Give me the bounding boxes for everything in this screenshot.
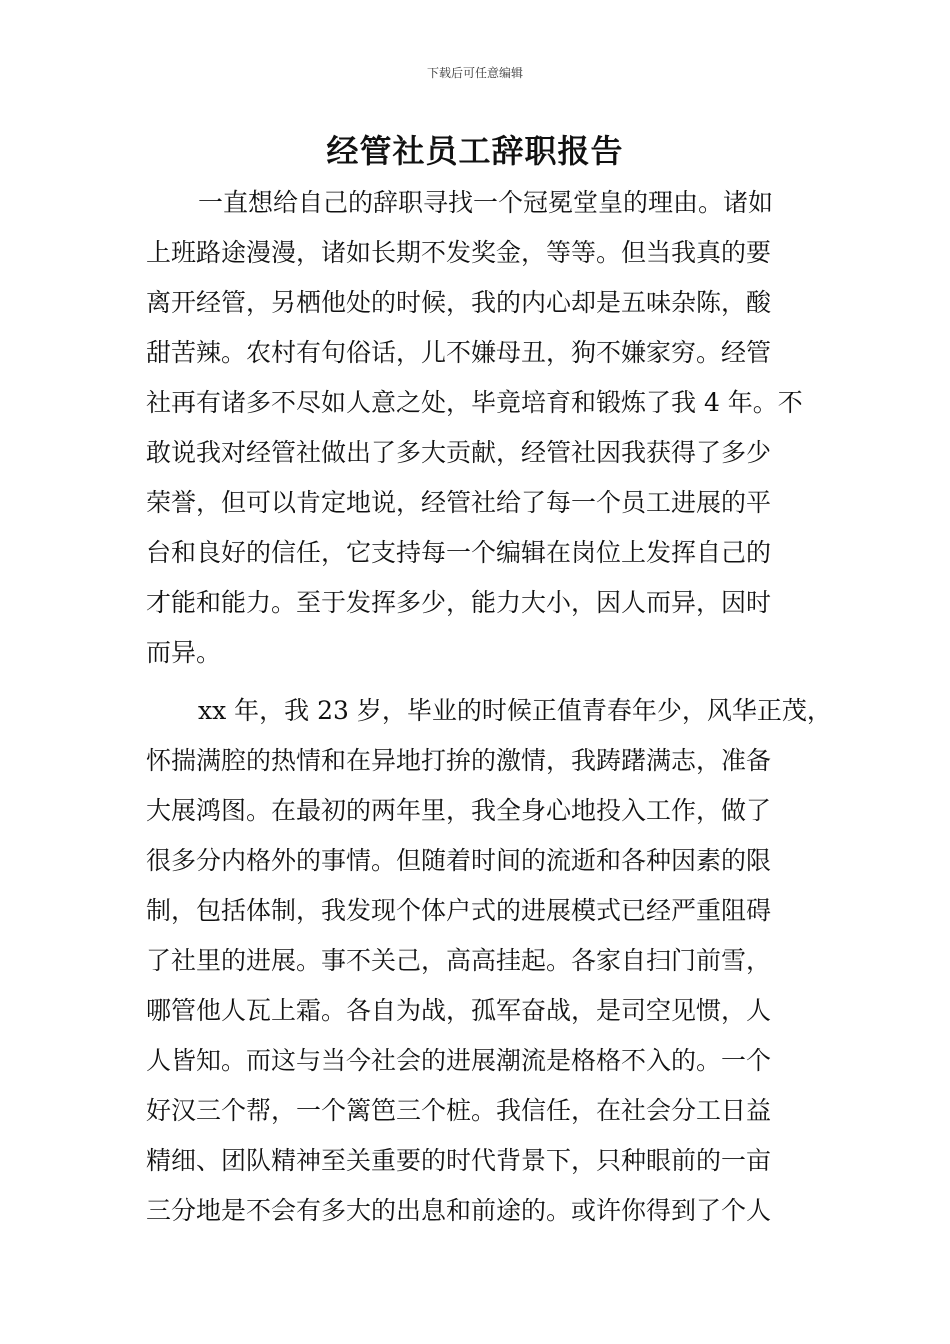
text-line: 敢说我对经管社做出了多大贡献，经管社因我获得了多少: [146, 438, 772, 467]
text-line: 荣誉，但可以肯定地说，经管社给了每一个员工进展的平: [146, 488, 772, 517]
text-line: xx 年，我 23 岁，毕业的时候正值青春年少，风华正茂，: [198, 696, 832, 725]
text-line: 精细、团队精神至关重要的时代背景下，只种眼前的一亩: [146, 1146, 772, 1175]
text-line: 好汉三个帮，一个篱笆三个桩。我信任，在社会分工日益: [146, 1096, 772, 1125]
header-note: 下载后可任意编辑: [426, 66, 523, 80]
text-line: 社再有诸多不尽如人意之处，毕竟培育和锻炼了我 4 年。不: [146, 388, 803, 417]
document-title: 经管社员工辞职报告: [326, 132, 624, 170]
text-line: 了社里的进展。事不关己，高高挂起。各家自扫门前雪，: [146, 946, 772, 975]
text-line: 甜苦辣。农村有句俗话，儿不嫌母丑，狗不嫌家穷。经管: [146, 338, 772, 367]
text-line: 而异。: [146, 638, 222, 667]
text-line: 三分地是不会有多大的出息和前途的。或许你得到了个人: [146, 1196, 772, 1225]
document-body: [146, 178, 832, 1236]
text-line: 上班路途漫漫，诸如长期不发奖金，等等。但当我真的要: [146, 238, 772, 267]
text-line: 怀揣满腔的热情和在异地打拚的激情，我踌躇满志，准备: [146, 746, 772, 775]
text-line: 台和良好的信任，它支持每一个编辑在岗位上发挥自己的: [146, 538, 772, 567]
text-line: 哪管他人瓦上霜。各自为战，孤军奋战，是司空见惯，人: [146, 996, 772, 1025]
text-line: 才能和能力。至于发挥多少，能力大小，因人而异，因时: [146, 588, 772, 617]
text-line: 很多分内格外的事情。但随着时间的流逝和各种因素的限: [146, 846, 772, 875]
paragraph-1: [146, 178, 818, 678]
text-line: 人皆知。而这与当今社会的进展潮流是格格不入的。一个: [146, 1046, 772, 1075]
text-line: 大展鸿图。在最初的两年里，我全身心地投入工作，做了: [146, 796, 772, 825]
paragraph-gap: [146, 678, 818, 686]
text-line: 制，包括体制，我发现个体户式的进展模式已经严重阻碍: [146, 896, 772, 925]
paragraph-2: [146, 686, 832, 1236]
text-line: 一直想给自己的辞职寻找一个冠冕堂皇的理由。诸如: [198, 188, 774, 217]
text-line: 离开经管，另栖他处的时候，我的内心却是五味杂陈，酸: [146, 288, 772, 317]
